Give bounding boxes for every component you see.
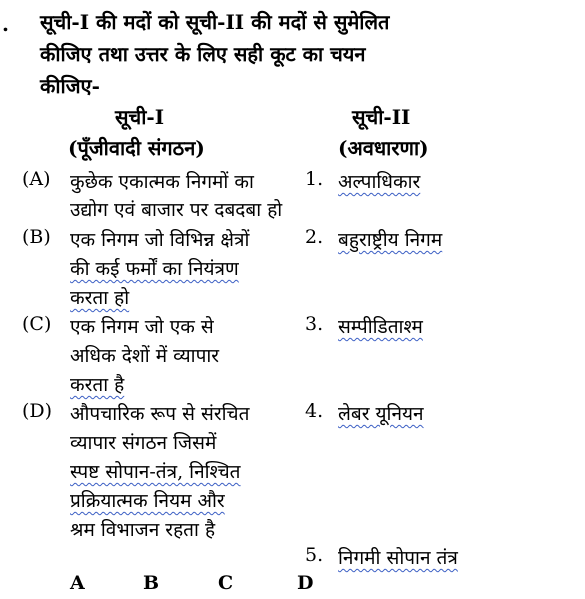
list1-item-a-line-2: उद्योग एवं बाजार पर दबदबा हो bbox=[70, 199, 283, 221]
answer-header-c: C bbox=[218, 572, 234, 594]
list2-subtitle: (अवधारणा) bbox=[338, 136, 429, 160]
list1-item-a-line-1: कुछेक एकात्मक निगमों का bbox=[70, 171, 254, 193]
list2-item-1-text: अल्पाधिकार bbox=[338, 171, 421, 193]
list1-item-c-label: (C) bbox=[22, 313, 52, 335]
list1-item-d-line-2: व्यापार संगठन जिसमें bbox=[70, 432, 217, 454]
list2-item-5-number: 5. bbox=[305, 544, 324, 566]
list1-item-c-line-3: करता है bbox=[70, 374, 125, 396]
list1-item-d-line-3: स्पष्ट सोपान-तंत्र, निश्चित bbox=[70, 461, 241, 483]
list1-title: सूची-I bbox=[115, 105, 165, 129]
list1-item-a-label: (A) bbox=[22, 168, 51, 190]
list1-item-d-line-5: श्रम विभाजन रहता है bbox=[70, 519, 216, 541]
list2-item-1-number: 1. bbox=[305, 168, 324, 190]
list1-item-c-line-1: एक निगम जो एक से bbox=[70, 316, 214, 338]
question-text-line-3: कीजिए- bbox=[40, 74, 100, 98]
list1-item-b-line-3: करता हो bbox=[70, 287, 130, 309]
list1-item-d-label: (D) bbox=[22, 400, 53, 422]
answer-header-b: B bbox=[143, 572, 160, 594]
list2-title: सूची-II bbox=[352, 105, 411, 129]
answer-header-a: A bbox=[70, 572, 85, 594]
list1-item-b-label: (B) bbox=[22, 226, 51, 248]
list1-item-d-line-1: औपचारिक रूप से संरचित bbox=[70, 403, 250, 425]
list2-item-3-number: 3. bbox=[305, 313, 324, 335]
list2-item-2-text: बहुराष्ट्रीय निगम bbox=[338, 229, 443, 251]
question-text-line-2: कीजिए तथा उत्तर के लिए सही कूट का चयन bbox=[40, 42, 366, 66]
list2-item-2-number: 2. bbox=[305, 226, 324, 248]
list2-item-4-number: 4. bbox=[305, 400, 324, 422]
answer-header-d: D bbox=[297, 572, 314, 594]
list1-subtitle: (पूँजीवादी संगठन) bbox=[68, 136, 205, 160]
question-number-mark: . bbox=[2, 12, 9, 36]
list2-item-3-text: सम्पीडिताश्म bbox=[338, 316, 423, 338]
list2-item-4-text: लेबर यूनियन bbox=[338, 403, 424, 425]
list1-item-c-line-2: अधिक देशों में व्यापार bbox=[70, 345, 220, 367]
question-text-line-1: सूची-I की मदों को सूची-II की मदों से सुमेलित bbox=[40, 10, 390, 34]
list1-item-b-line-1: एक निगम जो विभिन्न क्षेत्रों bbox=[70, 229, 250, 251]
list1-item-b-line-2: की कई फर्मों का नियंत्रण bbox=[70, 258, 239, 280]
list2-item-5-text: निगमी सोपान तंत्र bbox=[338, 547, 458, 569]
list1-item-d-line-4: प्रक्रियात्मक नियम और bbox=[70, 490, 225, 512]
